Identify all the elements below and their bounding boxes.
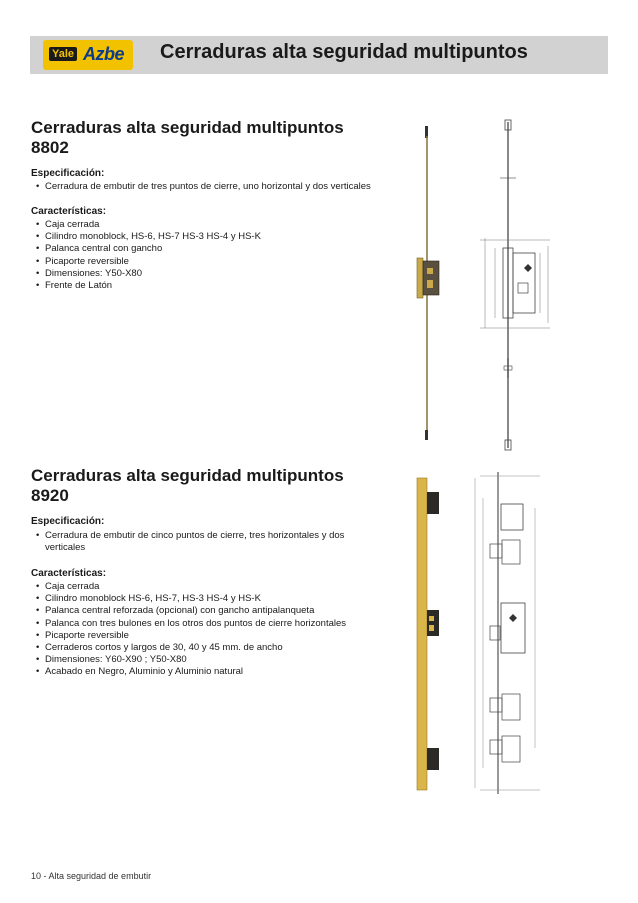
list-item: • Caja cerrada (31, 581, 391, 593)
product-1-features-label: Características: (31, 206, 107, 217)
list-item: • Dimensiones: Y60-X90 ; Y50-X80 (31, 654, 391, 666)
list-item: • Cerraderos cortos y largos de 30, 40 y 45 mm. de ancho (31, 642, 391, 654)
product-2-features-list (31, 581, 391, 679)
product-1-title: Cerraduras alta seguridad multipuntos (31, 118, 344, 137)
list-item: • Dimensiones: Y50-X80 (31, 268, 391, 280)
list-item: • Palanca central con gancho (31, 243, 391, 255)
page-footer: 10 - Alta seguridad de embutir (31, 871, 152, 881)
product-2-code: 8920 (31, 486, 69, 505)
product-1-code: 8802 (31, 138, 69, 157)
product-2-title: Cerraduras alta seguridad multipuntos (31, 466, 344, 485)
list-item: • Cerradura de embutir de tres puntos de cierre, uno horizontal y dos verticales (31, 181, 391, 193)
list-item: • Frente de Latón (31, 280, 391, 292)
list-item: • Cilindro monoblock, HS-6, HS-7 HS-3 HS-4 y HS-K (31, 231, 391, 243)
list-item: • Palanca central reforzada (opcional) con gancho antipalanqueta (31, 605, 391, 617)
list-item: • Picaporte reversible (31, 630, 391, 642)
product-2-spec-label: Especificación: (31, 516, 105, 527)
product-2-spec-list (31, 530, 361, 554)
list-item: • Cerradura de embutir de cinco puntos de cierre, tres horizontales y dos verticales (31, 530, 361, 554)
list-item: • Caja cerrada (31, 219, 391, 231)
product-1-spec-label: Especificación: (31, 168, 105, 179)
brand-logo (43, 40, 133, 70)
product-2-features-label: Características: (31, 568, 107, 579)
logo-azbe: Azbe (83, 44, 125, 64)
list-item: • Palanca con tres bulones en los otros dos puntos de cierre horizontales (31, 618, 391, 630)
list-item: • Cilindro monoblock HS-6, HS-7, HS-3 HS-4 y HS-K (31, 593, 391, 605)
product-1-spec-list (31, 181, 391, 193)
product-1-features-list (31, 219, 391, 292)
logo-yale: Yale (49, 47, 77, 61)
product-2-image (405, 468, 615, 798)
list-item: • Picaporte reversible (31, 256, 391, 268)
product-1-image (400, 118, 610, 458)
list-item: • Acabado en Negro, Aluminio y Aluminio natural (31, 666, 391, 678)
page-title: Cerraduras alta seguridad multipuntos (160, 41, 528, 63)
